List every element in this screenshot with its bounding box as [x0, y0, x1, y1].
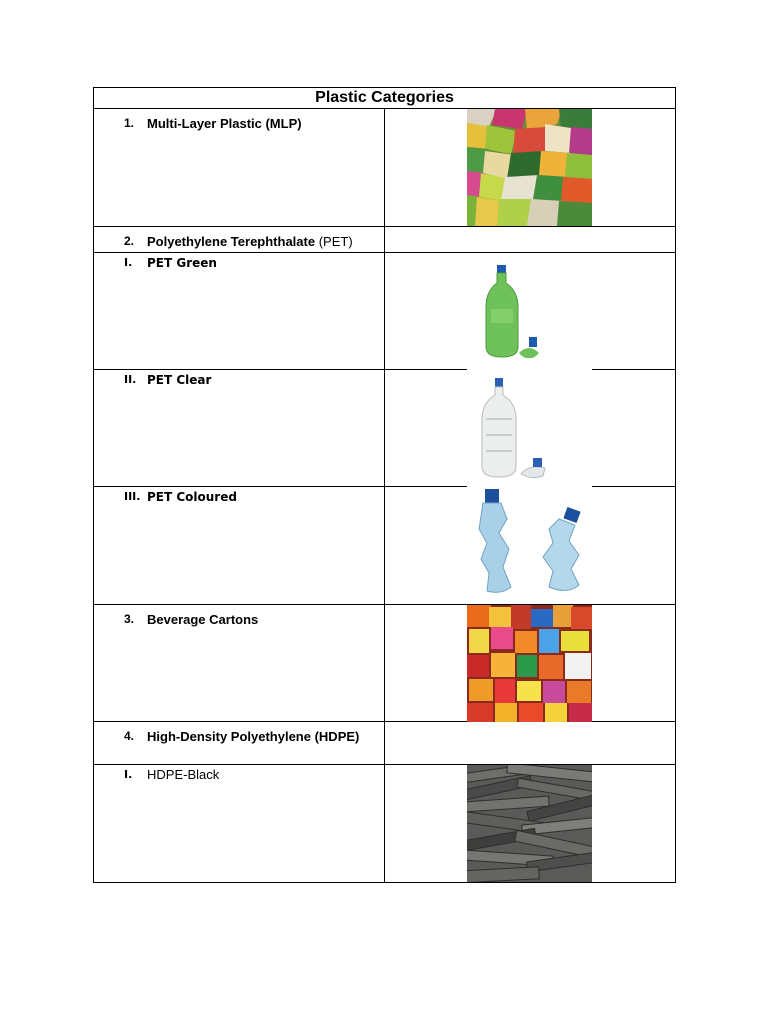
table-row [94, 253, 676, 370]
table-row [94, 487, 676, 605]
row-image-cell [385, 109, 676, 227]
mlp-waste-photo [467, 109, 592, 226]
item-number: I. [124, 256, 133, 269]
item-label: High-Density Polyethylene (HDPE) [147, 729, 360, 744]
row-label-cell [94, 109, 385, 227]
black-pipes-photo [467, 765, 592, 882]
item-label: Polyethylene Terephthalate [147, 234, 316, 249]
table-title-row [94, 88, 676, 109]
item-label: HDPE-Black [147, 767, 220, 782]
item-number: 3. [124, 612, 135, 626]
table-row [94, 370, 676, 487]
item-label: Multi-Layer Plastic (MLP) [147, 116, 302, 131]
table-row [94, 227, 676, 253]
crushed-bottles-photo [467, 487, 592, 604]
green-bottle-photo [467, 253, 592, 370]
row-label-cell [94, 253, 385, 370]
row-image-cell [385, 605, 676, 722]
row-label-cell [94, 227, 385, 253]
item-number: 4. [124, 729, 135, 743]
row-image-cell [385, 370, 676, 487]
row-image-cell [385, 253, 676, 370]
table-row [94, 605, 676, 722]
table-row [94, 765, 676, 883]
clear-bottle-photo [467, 370, 592, 487]
row-image-cell [385, 227, 676, 253]
item-number: 1. [124, 116, 135, 130]
item-number: 2. [124, 234, 135, 248]
beverage-cartons-photo [467, 605, 592, 722]
row-image-cell [385, 487, 676, 605]
item-label: PET Coloured [147, 490, 237, 504]
plastic-categories-table [93, 87, 676, 883]
row-label-cell [94, 370, 385, 487]
row-image-cell [385, 765, 676, 883]
item-label-suffix: (PET) [318, 234, 353, 249]
item-label: PET Green [147, 256, 217, 270]
item-number: II. [124, 373, 137, 386]
row-label-cell [94, 765, 385, 883]
row-label-cell [94, 722, 385, 765]
row-label-cell [94, 605, 385, 722]
item-label: Beverage Cartons [147, 612, 259, 627]
item-number: I. [124, 768, 133, 781]
item-number: III. [124, 490, 141, 503]
item-label: PET Clear [147, 373, 212, 387]
table-row [94, 722, 676, 765]
row-label-cell [94, 487, 385, 605]
table-row [94, 109, 676, 227]
table-title: Plastic Categories [94, 88, 676, 109]
row-image-cell [385, 722, 676, 765]
